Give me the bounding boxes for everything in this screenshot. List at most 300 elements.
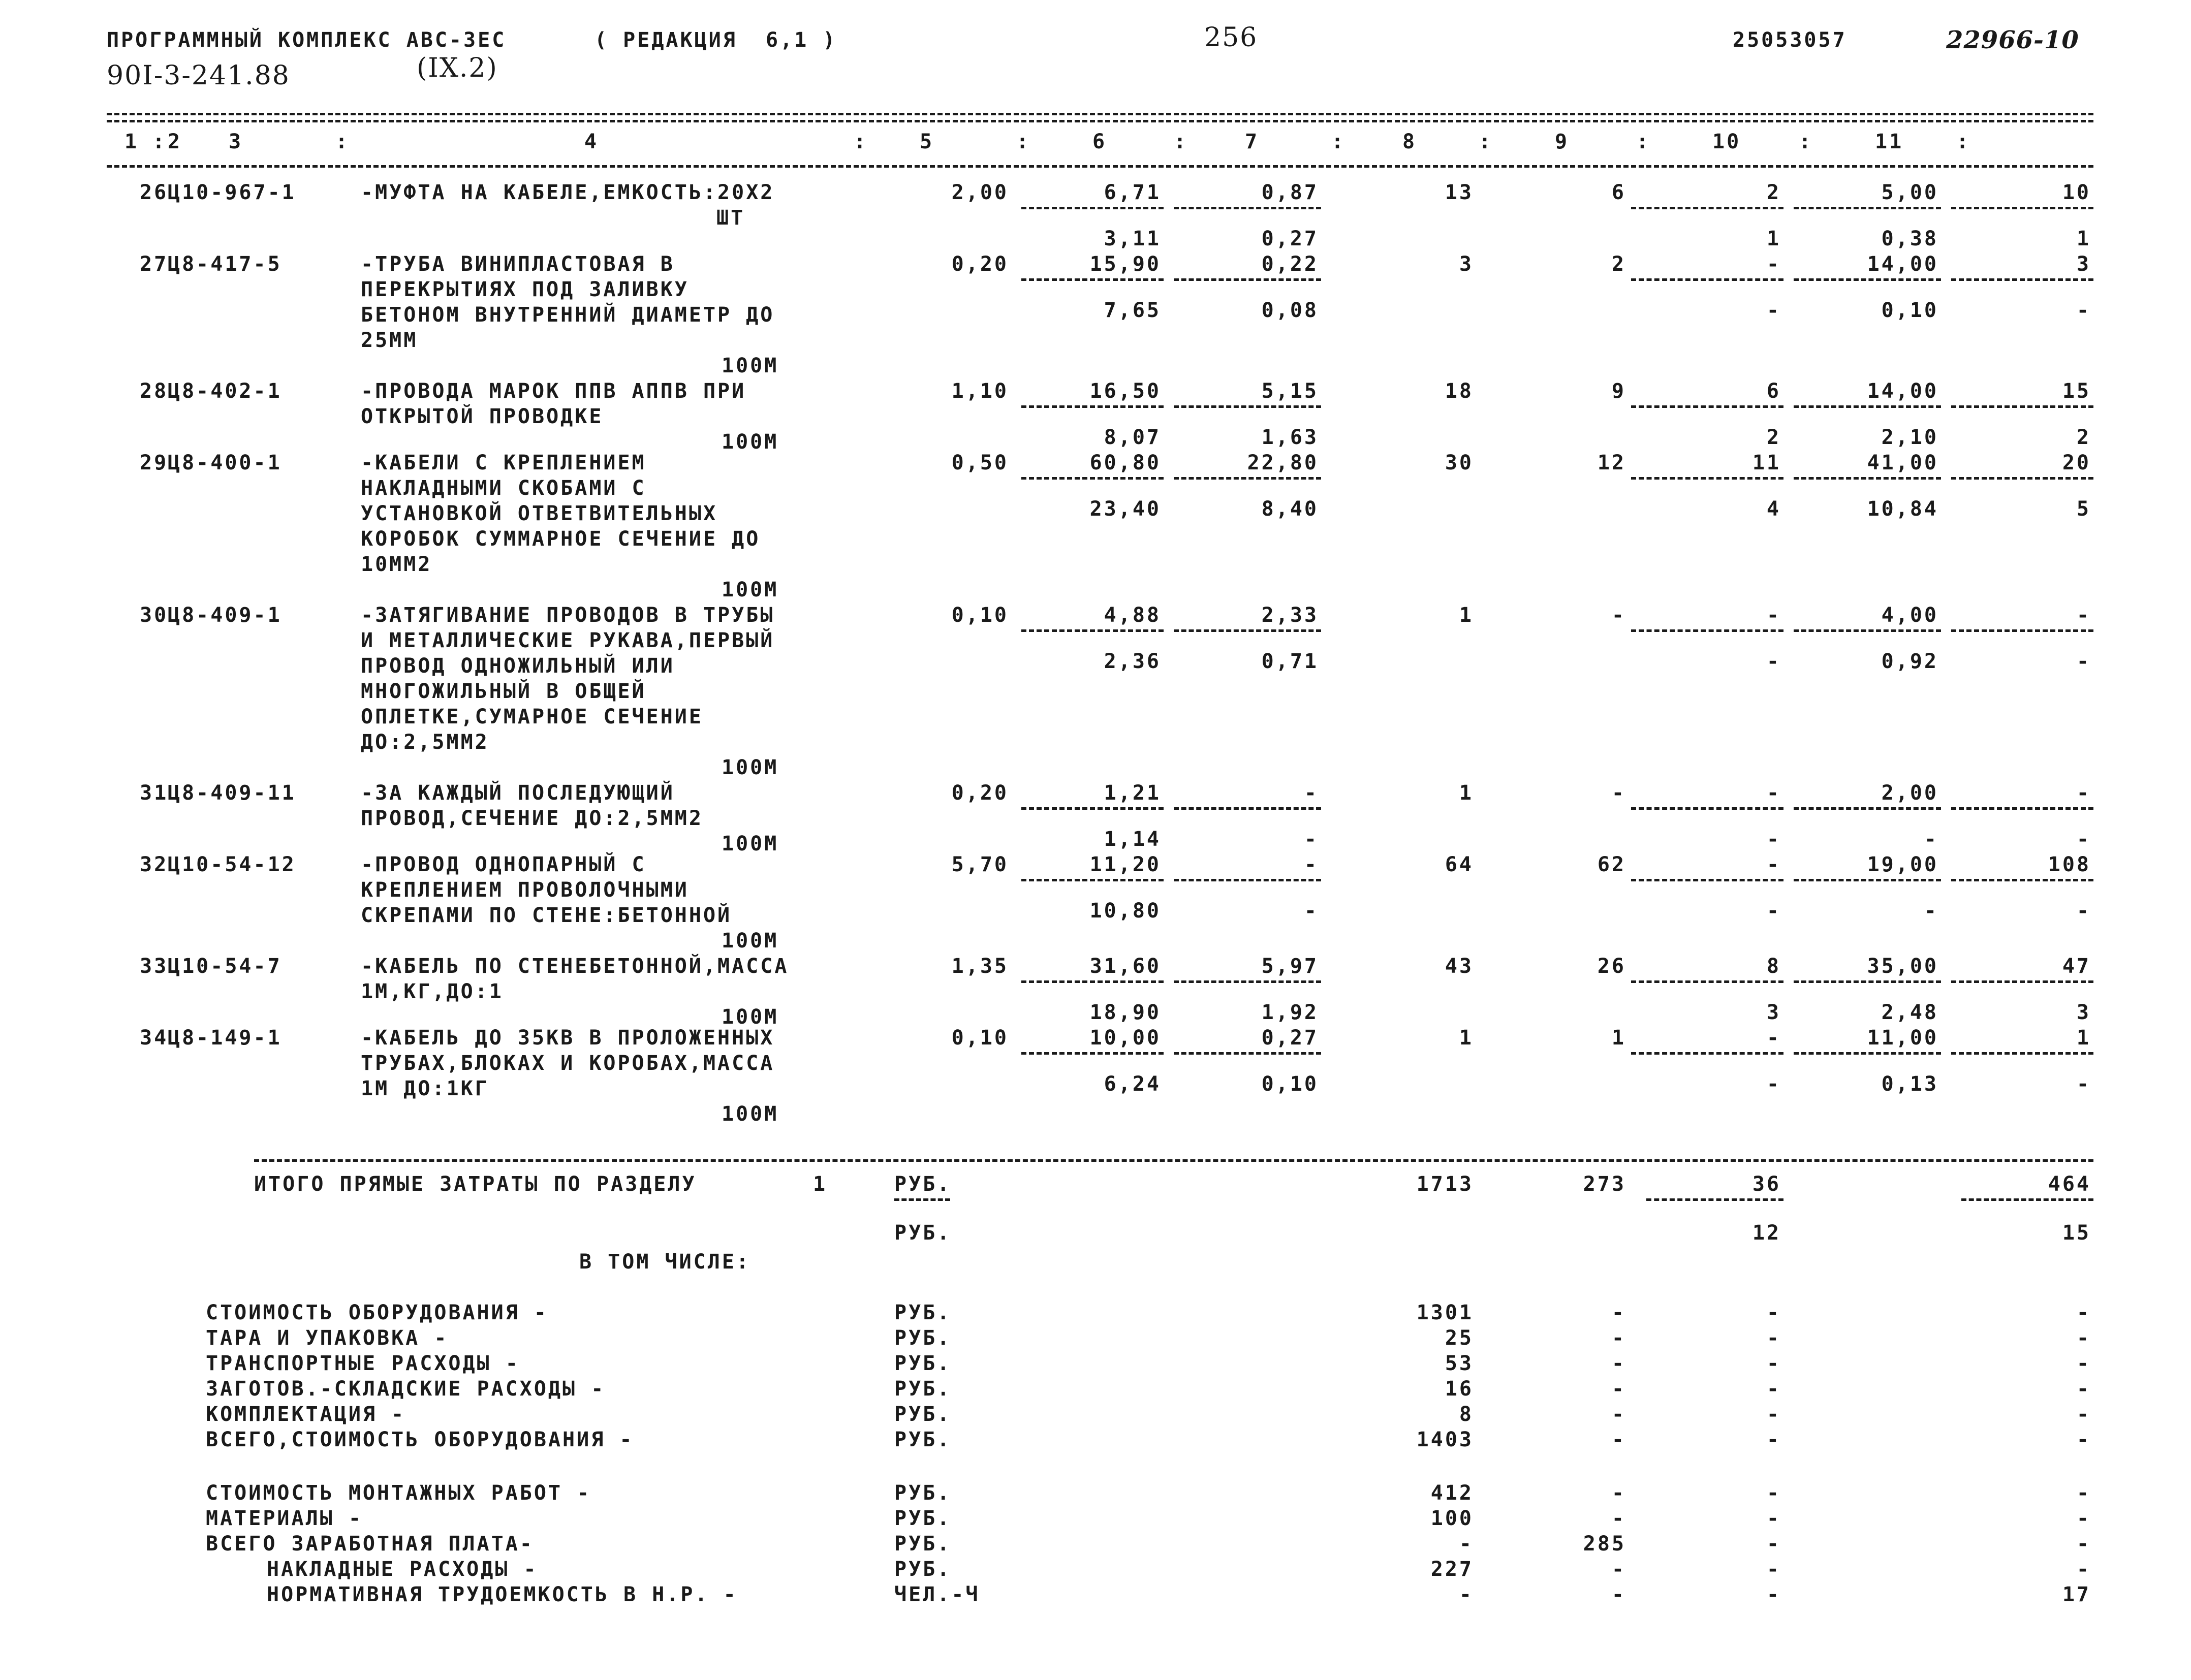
labor-total-secondary: - (2076, 899, 2091, 923)
item-description: 1М ДО:1КГ (361, 1077, 489, 1100)
cell-rule (1174, 1052, 1321, 1055)
cell-rule (1174, 278, 1321, 281)
cell-rule (1631, 879, 1783, 881)
row-number: 30 (140, 604, 169, 627)
labor-total: 20 (2062, 451, 2091, 474)
labor-norm-secondary: 0,92 (1881, 650, 1938, 673)
cell-rule (1174, 629, 1321, 632)
labor-norm: 35,00 (1867, 955, 1938, 978)
unit-cost: 1,21 (1104, 781, 1161, 805)
summary-wage: - (1611, 1403, 1626, 1426)
cell-rule (1951, 207, 2093, 209)
summary-machine: - (1766, 1403, 1781, 1426)
item-description: ПРОВОД,СЕЧЕНИЕ ДО:2,5ММ2 (361, 807, 703, 830)
quantity: 0,20 (951, 781, 1009, 805)
document-number: 22966-10 (1946, 26, 2079, 54)
labor-total-secondary: - (2076, 650, 2091, 673)
top-rule-2 (107, 120, 2093, 122)
summary-label: МАТЕРИАЛЫ - (206, 1507, 363, 1530)
column-separator: : (1799, 130, 1813, 153)
column-separator: : (152, 130, 167, 153)
summary-value: 1301 (1416, 1301, 1474, 1324)
cell-rule (1951, 477, 2093, 480)
unit-cost-secondary: 2,36 (1104, 650, 1161, 673)
labor-total-secondary: 1 (2076, 227, 2091, 250)
machine-cost: - (1766, 252, 1781, 276)
column-separator: : (854, 130, 868, 153)
column-separator: : (1331, 130, 1346, 153)
item-description: УСТАНОВКОЙ ОТВЕТВИТЕЛЬНЫХ (361, 502, 718, 525)
column-header-10: 10 (1712, 130, 1741, 153)
cell-rule (1794, 1052, 1941, 1055)
unit-wage: 5,97 (1261, 955, 1319, 978)
item-description: И МЕТАЛЛИЧЕСКИЕ РУКАВА,ПЕРВЫЙ (361, 629, 775, 652)
unit-wage: 0,27 (1261, 1026, 1319, 1050)
cell-rule (1174, 807, 1321, 810)
price-code: Ц10-54-7 (168, 955, 282, 978)
labor-total-secondary: 5 (2076, 497, 2091, 521)
summary-value: 53 (1445, 1352, 1474, 1375)
summary-value: 8 (1459, 1403, 1474, 1426)
labor-norm: 14,00 (1867, 379, 1938, 403)
labor-norm-secondary: 0,38 (1881, 227, 1938, 250)
column-header-11: 11 (1875, 130, 1904, 153)
top-rule (107, 113, 2093, 115)
summary-machine: - (1766, 1558, 1781, 1581)
labor-total: 1 (2076, 1026, 2091, 1050)
total-cost: 1 (1459, 1026, 1474, 1050)
column-header-5: 5 (920, 130, 934, 153)
labor-norm: 11,00 (1867, 1026, 1938, 1050)
unit-cost: 4,88 (1104, 604, 1161, 627)
unit-cost-secondary: 23,40 (1089, 497, 1161, 521)
page-number: 256 (1204, 22, 1258, 53)
summary-wage: - (1611, 1326, 1626, 1350)
row-number: 26 (140, 181, 169, 204)
column-header-3: 3 (229, 130, 243, 153)
summary-labor: - (2076, 1352, 2091, 1375)
labor-norm: 41,00 (1867, 451, 1938, 474)
unit-wage: 5,15 (1261, 379, 1319, 403)
total-machine-cost: 36 (1752, 1172, 1781, 1196)
labor-total-secondary: 2 (2076, 426, 2091, 449)
unit-cost-secondary: 6,24 (1104, 1072, 1161, 1096)
cell-rule (1174, 207, 1321, 209)
column-header-9: 9 (1555, 130, 1570, 153)
price-code: Ц8-149-1 (168, 1026, 282, 1050)
summary-unit: РУБ. (894, 1481, 952, 1505)
summary-machine: - (1766, 1428, 1781, 1451)
total-cost: 43 (1445, 955, 1474, 978)
item-description: -КАБЕЛИ С КРЕПЛЕНИЕМ (361, 451, 646, 474)
cell-rule (1631, 807, 1783, 810)
summary-wage: - (1611, 1583, 1626, 1606)
machine-cost: - (1766, 604, 1781, 627)
machine-cost: - (1766, 1026, 1781, 1050)
labor-norm-secondary: 0,13 (1881, 1072, 1938, 1096)
cell-rule (1021, 807, 1164, 810)
summary-labor: - (2076, 1301, 2091, 1324)
summary-wage: - (1611, 1481, 1626, 1505)
unit-wage: - (1304, 853, 1319, 876)
labor-total-secondary: - (2076, 828, 2091, 851)
unit-wage: 2,33 (1261, 604, 1319, 627)
unit-cost: 6,71 (1104, 181, 1161, 204)
cell-rule (1951, 1052, 2093, 1055)
machine-cost-secondary: 3 (1766, 1001, 1781, 1024)
unit-of-measure: 100М (722, 354, 779, 377)
column-separator: : (1956, 130, 1971, 153)
column-separator: : (1174, 130, 1188, 153)
item-description: МНОГОЖИЛЬНЫЙ В ОБЩЕЙ (361, 680, 646, 703)
summary-wage: - (1611, 1507, 1626, 1530)
summary-wage: - (1611, 1377, 1626, 1401)
unit-of-measure: 100М (722, 929, 779, 953)
summary-machine: - (1766, 1481, 1781, 1505)
total-wage: 273 (1583, 1172, 1626, 1196)
unit-of-measure: 100М (722, 1102, 779, 1126)
total-section-number: 1 (813, 1172, 828, 1196)
item-description: -ПРОВОДА МАРОК ППВ АППВ ПРИ (361, 379, 746, 403)
summary-unit: РУБ. (894, 1428, 952, 1451)
unit-cost-secondary: 3,11 (1104, 227, 1161, 250)
price-code: Ц8-409-11 (168, 781, 296, 805)
summary-label: НАКЛАДНЫЕ РАСХОДЫ - (267, 1558, 538, 1581)
summary-machine: - (1766, 1583, 1781, 1606)
total-label: ИТОГО ПРЯМЫЕ ЗАТРАТЫ ПО РАЗДЕЛУ (254, 1172, 697, 1196)
cell-rule (1021, 405, 1164, 408)
summary-label: ВСЕГО,СТОИМОСТЬ ОБОРУДОВАНИЯ - (206, 1428, 634, 1451)
quantity: 5,70 (951, 853, 1009, 876)
machine-cost: 8 (1766, 955, 1781, 978)
item-description: КОРОБОК СУММАРНОЕ СЕЧЕНИЕ ДО (361, 527, 761, 551)
cell-rule (1794, 477, 1941, 480)
unit-wage-secondary: 0,71 (1261, 650, 1319, 673)
summary-machine: - (1766, 1532, 1781, 1556)
row-number: 28 (140, 379, 169, 403)
price-code: Ц8-409-1 (168, 604, 282, 627)
column-separator: : (335, 130, 350, 153)
unit-wage-secondary: 8,40 (1261, 497, 1319, 521)
document-code: 25053057 (1733, 28, 1847, 52)
summary-value: - (1459, 1532, 1474, 1556)
total-labor: 464 (2048, 1172, 2091, 1196)
summary-wage: - (1611, 1558, 1626, 1581)
summary-label: ВСЕГО ЗАРАБОТНАЯ ПЛАТА- (206, 1532, 534, 1556)
price-code: Ц10-54-12 (168, 853, 296, 876)
summary-value: - (1459, 1583, 1474, 1606)
total-wage: 1 (1611, 1026, 1626, 1050)
unit-wage-secondary: 1,92 (1261, 1001, 1319, 1024)
cell-rule (1631, 278, 1783, 281)
unit-wage-secondary: - (1304, 828, 1319, 851)
cell-rule (1021, 278, 1164, 281)
cell-rule (1951, 629, 2093, 632)
unit-wage: 0,22 (1261, 252, 1319, 276)
item-description: 1М,КГ,ДО:1 (361, 980, 504, 1003)
price-code: Ц8-402-1 (168, 379, 282, 403)
unit-of-measure: 100М (722, 578, 779, 601)
total-labor-secondary: 15 (2062, 1221, 2091, 1245)
total-cost: 13 (1445, 181, 1474, 204)
cell-rule (1794, 278, 1941, 281)
unit-cost-secondary: 1,14 (1104, 828, 1161, 851)
labor-total-secondary: - (2076, 1072, 2091, 1096)
unit-wage-secondary: 0,27 (1261, 227, 1319, 250)
cell-rule (1631, 477, 1783, 480)
cell-rule (1631, 980, 1783, 983)
summary-labor: - (2076, 1558, 2091, 1581)
summary-unit: ЧЕЛ.-Ч (894, 1583, 980, 1606)
unit-wage-secondary: 1,63 (1261, 426, 1319, 449)
quantity: 1,10 (951, 379, 1009, 403)
total-wage: - (1611, 604, 1626, 627)
summary-value: 227 (1430, 1558, 1474, 1581)
quantity: 0,20 (951, 252, 1009, 276)
labor-norm-secondary: 10,84 (1867, 497, 1938, 521)
item-description: ТРУБАХ,БЛОКАХ И КОРОБАХ,МАССА (361, 1052, 775, 1075)
unit-rule (894, 1198, 950, 1201)
machine-cost-secondary: - (1766, 650, 1781, 673)
item-description: КРЕПЛЕНИЕМ ПРОВОЛОЧНЫМИ (361, 878, 689, 902)
summary-unit: РУБ. (894, 1301, 952, 1324)
quantity: 1,35 (951, 955, 1009, 978)
unit-cost-secondary: 7,65 (1104, 299, 1161, 322)
item-description: 10ММ2 (361, 553, 432, 576)
item-description: ДО:2,5ММ2 (361, 731, 489, 754)
item-description: НАКЛАДНЫМИ СКОБАМИ С (361, 477, 646, 500)
cell-rule (1021, 879, 1164, 881)
machine-cost-secondary: 4 (1766, 497, 1781, 521)
total-wage: - (1611, 781, 1626, 805)
labor-norm-secondary: 2,10 (1881, 426, 1938, 449)
cell-rule (1794, 207, 1941, 209)
summary-label: НОРМАТИВНАЯ ТРУДОЕМКОСТЬ В Н.Р. - (267, 1583, 738, 1606)
summary-machine: - (1766, 1301, 1781, 1324)
section-label: (IX.2) (417, 53, 498, 83)
summary-value: 412 (1430, 1481, 1474, 1505)
column-separator: : (1636, 130, 1651, 153)
summary-unit: РУБ. (894, 1377, 952, 1401)
labor-norm: 4,00 (1881, 604, 1938, 627)
row-number: 31 (140, 781, 169, 805)
machine-cost: - (1766, 853, 1781, 876)
price-code: Ц8-400-1 (168, 451, 282, 474)
summary-labor: - (2076, 1507, 2091, 1530)
unit-of-measure: 100М (722, 832, 779, 855)
header-bottom-rule (107, 165, 2093, 168)
unit-wage: 0,87 (1261, 181, 1319, 204)
total-cost: 1 (1459, 781, 1474, 805)
machine-cost-secondary: - (1766, 299, 1781, 322)
item-description: -ТРУБА ВИНИПЛАСТОВАЯ В (361, 252, 675, 276)
quantity: 0,50 (951, 451, 1009, 474)
item-description: ПРОВОД ОДНОЖИЛЬНЫЙ ИЛИ (361, 654, 675, 678)
cell-rule (1794, 405, 1941, 408)
summary-labor: - (2076, 1377, 2091, 1401)
unit-cost: 15,90 (1089, 252, 1161, 276)
item-description: 25ММ (361, 329, 418, 352)
unit-cost-secondary: 18,90 (1089, 1001, 1161, 1024)
cell-rule (1174, 405, 1321, 408)
unit-cost: 10,00 (1089, 1026, 1161, 1050)
summary-wage: 285 (1583, 1532, 1626, 1556)
summary-machine: - (1766, 1352, 1781, 1375)
summary-unit: РУБ. (894, 1532, 952, 1556)
summary-label: СТОИМОСТЬ МОНТАЖНЫХ РАБОТ - (206, 1481, 591, 1505)
item-description: -ЗАТЯГИВАНИЕ ПРОВОДОВ В ТРУБЫ (361, 604, 775, 627)
unit-wage: 22,80 (1247, 451, 1319, 474)
cell-rule (1794, 879, 1941, 881)
column-header-7: 7 (1245, 130, 1260, 153)
cell-rule (1631, 1052, 1783, 1055)
unit-of-measure: 100М (722, 430, 779, 454)
column-header-2: 2 (168, 130, 182, 153)
summary-unit: РУБ. (894, 1352, 952, 1375)
cell-rule (1961, 1198, 2093, 1201)
labor-total: 10 (2062, 181, 2091, 204)
cell-rule (1021, 629, 1164, 632)
quantity: 0,10 (951, 1026, 1009, 1050)
labor-norm-secondary: - (1924, 899, 1938, 923)
cell-rule (1794, 807, 1941, 810)
unit-wage: - (1304, 781, 1319, 805)
item-description: -ЗА КАЖДЫЙ ПОСЛЕДУЮЩИЙ (361, 781, 675, 805)
including-label: В ТОМ ЧИСЛЕ: (579, 1250, 750, 1274)
summary-value: 1403 (1416, 1428, 1474, 1451)
cell-rule (1951, 807, 2093, 810)
quantity: 0,10 (951, 604, 1009, 627)
machine-cost: 11 (1752, 451, 1781, 474)
unit-cost-secondary: 8,07 (1104, 426, 1161, 449)
project-number: 90I-3-241.88 (107, 60, 290, 91)
unit-cost: 31,60 (1089, 955, 1161, 978)
column-header-1: 1 (124, 130, 139, 153)
labor-norm: 5,00 (1881, 181, 1938, 204)
labor-norm-secondary: 2,48 (1881, 1001, 1938, 1024)
labor-norm: 14,00 (1867, 252, 1938, 276)
program-title: ПРОГРАММНЫЙ КОМПЛЕКС АВС-ЗЕС (107, 28, 507, 52)
summary-value: 16 (1445, 1377, 1474, 1401)
cell-rule (1174, 980, 1321, 983)
edition-label: ( РЕДАКЦИЯ 6,1 ) (594, 28, 837, 52)
unit-wage-secondary: 0,08 (1261, 299, 1319, 322)
cell-rule (1951, 278, 2093, 281)
summary-unit: РУБ. (894, 1507, 952, 1530)
column-separator: : (1479, 130, 1493, 153)
unit-cost: 60,80 (1089, 451, 1161, 474)
labor-total: 47 (2062, 955, 2091, 978)
summary-machine: - (1766, 1326, 1781, 1350)
total-wage: 6 (1611, 181, 1626, 204)
cell-rule (1951, 879, 2093, 881)
row-number: 29 (140, 451, 169, 474)
column-header-4: 4 (584, 130, 599, 153)
cell-rule (1174, 477, 1321, 480)
labor-total: - (2076, 781, 2091, 805)
unit-wage-secondary: - (1304, 899, 1319, 923)
machine-cost-secondary: 2 (1766, 426, 1781, 449)
total-cost: 3 (1459, 252, 1474, 276)
machine-cost-secondary: - (1766, 899, 1781, 923)
machine-cost-secondary: - (1766, 828, 1781, 851)
item-description: -КАБЕЛЬ ДО 35КВ В ПРОЛОЖЕННЫХ (361, 1026, 775, 1050)
summary-wage: - (1611, 1352, 1626, 1375)
item-description: БЕТОНОМ ВНУТРЕННИЙ ДИАМЕТР ДО (361, 303, 775, 327)
summary-labor: - (2076, 1326, 2091, 1350)
cell-rule (1794, 629, 1941, 632)
summary-label: СТОИМОСТЬ ОБОРУДОВАНИЯ - (206, 1301, 548, 1324)
total-wage: 62 (1597, 853, 1626, 876)
cell-rule (1021, 980, 1164, 983)
quantity: 2,00 (951, 181, 1009, 204)
summary-label: ТАРА И УПАКОВКА - (206, 1326, 449, 1350)
item-description: ОПЛЕТКЕ,СУМАРНОЕ СЕЧЕНИЕ (361, 705, 703, 728)
row-number: 27 (140, 252, 169, 276)
unit-cost: 11,20 (1089, 853, 1161, 876)
summary-label: ЗАГОТОВ.-СКЛАДСКИЕ РАСХОДЫ - (206, 1377, 606, 1401)
item-description: -КАБЕЛЬ ПО СТЕНЕБЕТОННОЙ,МАССА (361, 955, 789, 978)
total-unit: РУБ. (894, 1172, 952, 1196)
labor-total-secondary: 3 (2076, 1001, 2091, 1024)
total-wage: 12 (1597, 451, 1626, 474)
labor-norm-secondary: 0,10 (1881, 299, 1938, 322)
cell-rule (1021, 1052, 1164, 1055)
machine-cost: 2 (1766, 181, 1781, 204)
total-wage: 9 (1611, 379, 1626, 403)
item-description: -ПРОВОД ОДНОПАРНЫЙ С (361, 853, 646, 876)
labor-total: - (2076, 604, 2091, 627)
summary-wage: - (1611, 1301, 1626, 1324)
cell-rule (1631, 207, 1783, 209)
labor-norm: 2,00 (1881, 781, 1938, 805)
cell-rule (1794, 980, 1941, 983)
unit-wage-secondary: 0,10 (1261, 1072, 1319, 1096)
price-code: Ц8-417-5 (168, 252, 282, 276)
machine-cost-secondary: - (1766, 1072, 1781, 1096)
cell-rule (1021, 207, 1164, 209)
summary-machine: - (1766, 1507, 1781, 1530)
total-cost: 30 (1445, 451, 1474, 474)
cell-rule (1021, 477, 1164, 480)
summary-machine: - (1766, 1377, 1781, 1401)
summary-labor: 17 (2062, 1583, 2091, 1606)
cell-rule (1951, 405, 2093, 408)
total-wage: 2 (1611, 252, 1626, 276)
summary-label: КОМПЛЕКТАЦИЯ - (206, 1403, 406, 1426)
labor-total: 108 (2048, 853, 2091, 876)
item-description: ПЕРЕКРЫТИЯХ ПОД ЗАЛИВКУ (361, 278, 689, 301)
machine-cost-secondary: 1 (1766, 227, 1781, 250)
unit-of-measure: 100М (722, 1005, 779, 1029)
column-separator: : (1016, 130, 1031, 153)
labor-norm-secondary: - (1924, 828, 1938, 851)
machine-cost: 6 (1766, 379, 1781, 403)
cell-rule (1174, 879, 1321, 881)
unit-of-measure: 100М (722, 756, 779, 779)
summary-wage: - (1611, 1428, 1626, 1451)
price-code: Ц10-967-1 (168, 181, 296, 204)
summary-labor: - (2076, 1403, 2091, 1426)
total-machine-wage: 12 (1752, 1221, 1781, 1245)
labor-total: 3 (2076, 252, 2091, 276)
row-number: 34 (140, 1026, 169, 1050)
total-cost: 64 (1445, 853, 1474, 876)
summary-unit: РУБ. (894, 1558, 952, 1581)
labor-total-secondary: - (2076, 299, 2091, 322)
summary-value: 100 (1430, 1507, 1474, 1530)
item-description: ОТКРЫТОЙ ПРОВОДКЕ (361, 405, 604, 428)
